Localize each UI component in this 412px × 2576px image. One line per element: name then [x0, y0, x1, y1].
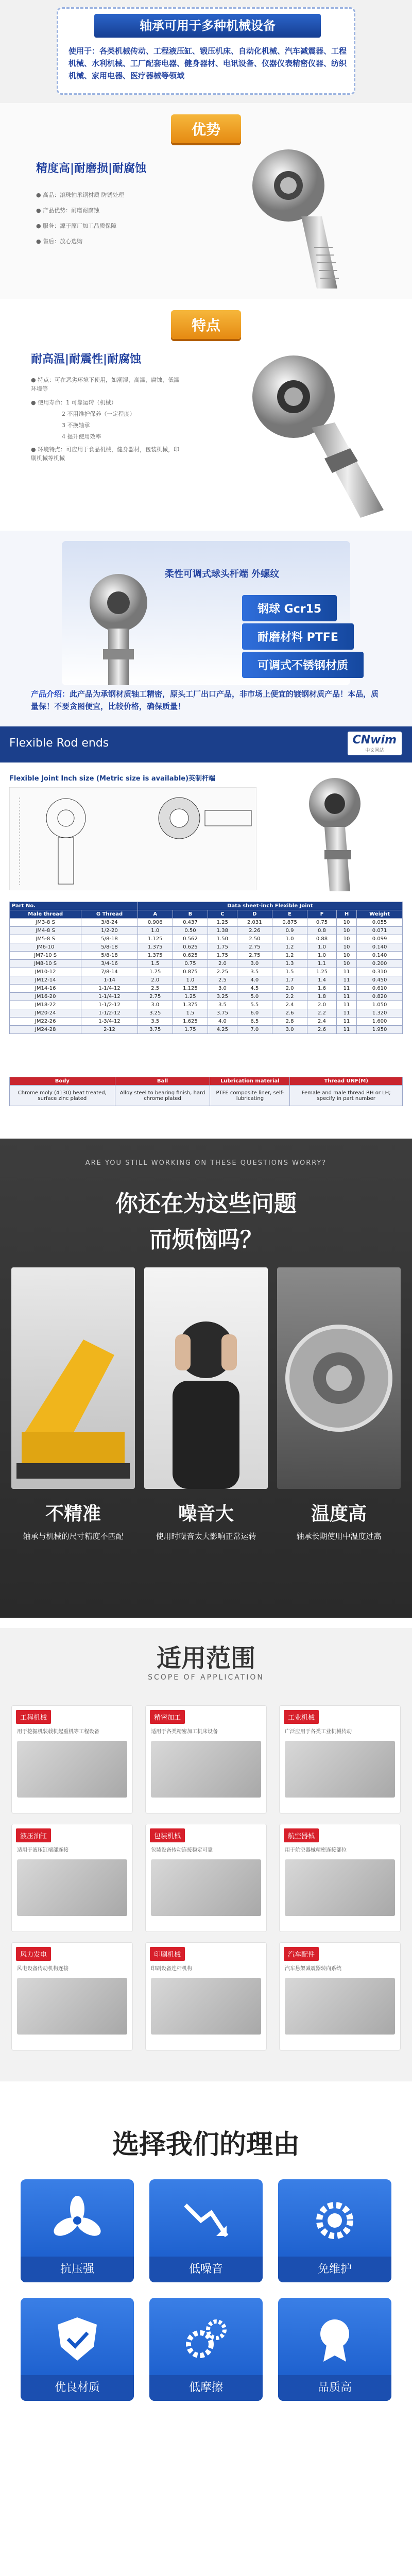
advantages-list — [36, 191, 191, 252]
column-header: B — [173, 910, 208, 919]
scope-card-title: 包装机械 — [150, 1828, 185, 1842]
table-cell: 1.950 — [357, 1026, 403, 1034]
chart-down-icon — [180, 2195, 232, 2246]
reason-card — [149, 2298, 263, 2401]
table-cell: 0.625 — [173, 943, 208, 952]
table-cell: JM20-24 — [10, 1009, 81, 1018]
scope-card-title: 工程机械 — [16, 1710, 51, 1724]
table-cell: 5/8-18 — [81, 952, 138, 960]
scope-card — [11, 1824, 133, 1932]
column-header: C — [208, 910, 237, 919]
table-cell: 1.375 — [138, 943, 173, 952]
list-item: ● 环境特点：可应用于食品机械，健身器材，包装机械，印刷机械等机械 — [31, 446, 180, 462]
table-cell: 1.1 — [307, 960, 337, 968]
table-row — [10, 943, 403, 952]
table-cell: 0.625 — [173, 952, 208, 960]
list-item: ● 高品：滚珠轴承钢材质 防锈处理 — [36, 192, 124, 198]
table-cell: JM18-22 — [10, 1001, 81, 1009]
problem-item: 不精准 轴承与机械的尺寸精度不匹配 — [23, 1503, 124, 1541]
table-cell: JM5-8 S — [10, 935, 81, 943]
table-cell: 1.375 — [138, 952, 173, 960]
scope-card — [145, 1705, 267, 1814]
scope-card-desc: 用于航空器械精密连接部位 — [285, 1848, 347, 1853]
table-cell: 1.4 — [307, 976, 337, 985]
table-cell: 4.5 — [237, 985, 272, 993]
table-cell: 1.5 — [173, 1009, 208, 1018]
column-header: G Thread — [81, 910, 138, 919]
table-cell: 1.375 — [173, 1001, 208, 1009]
scope-card-title: 风力发电 — [16, 1947, 51, 1961]
table-cell: 1.7 — [272, 976, 307, 985]
scope-card-desc: 汽车悬架减震器转向系统 — [285, 1966, 341, 1972]
table-cell: 11 — [336, 1001, 356, 1009]
table-row — [10, 1018, 403, 1026]
scope-card-desc: 适用于液压缸端部连接 — [17, 1848, 68, 1853]
shield-icon — [52, 2313, 103, 2365]
scope-card-desc: 印刷设备连杆机构 — [151, 1966, 192, 1972]
material-text: Chrome moly (4130) heat treated, surface zinc plated — [10, 1086, 115, 1106]
table-cell: 1/2-20 — [81, 927, 138, 935]
scope-card — [279, 1824, 401, 1932]
table-cell: 0.875 — [272, 919, 307, 927]
table-cell: 1.75 — [173, 1026, 208, 1034]
column-header: F — [307, 910, 337, 919]
table-cell: 0.88 — [307, 935, 337, 943]
table-cell: 1-1/4-12 — [81, 993, 138, 1001]
table-cell: JM7-10 S — [10, 952, 81, 960]
table-cell: 3/4-16 — [81, 960, 138, 968]
list-item: 2 不用维护保养（一定程度） — [62, 411, 135, 417]
table-cell: 0.906 — [138, 919, 173, 927]
table-cell: 3.0 — [272, 1026, 307, 1034]
rod-end-photo — [273, 773, 391, 896]
scope-card — [11, 1705, 133, 1814]
scope-section — [0, 1628, 412, 2081]
table-cell: 1.625 — [173, 1018, 208, 1026]
product-chip-material: 耐磨材料 PTFE — [242, 623, 354, 650]
table-cell: 3.75 — [138, 1026, 173, 1034]
advantages-tags: 精度高|耐磨损|耐腐蚀 — [36, 162, 147, 175]
table-cell: 3.0 — [237, 960, 272, 968]
table-row — [10, 968, 403, 976]
table-cell: JM14-16 — [10, 985, 81, 993]
list-item: ● 售后：放心选购 — [36, 238, 83, 245]
table-row — [10, 1001, 403, 1009]
table-cell: JM24-28 — [10, 1026, 81, 1034]
table-cell: 1-3/4-12 — [81, 1018, 138, 1026]
table-cell: 0.071 — [357, 927, 403, 935]
problem-image-person — [144, 1267, 268, 1489]
table-cell: 3.5 — [208, 1001, 237, 1009]
table-cell: 5.0 — [237, 993, 272, 1001]
reason-label: 优良材质 — [21, 2375, 134, 2401]
table-cell: 11 — [336, 968, 356, 976]
scope-card — [279, 1942, 401, 2050]
table-cell: 2.25 — [208, 968, 237, 976]
problems-section — [0, 1139, 412, 1618]
table-cell: 5/8-18 — [81, 935, 138, 943]
reason-label: 品质高 — [278, 2375, 391, 2401]
column-header: H — [336, 910, 356, 919]
table-cell: 1-14 — [81, 976, 138, 985]
rod-end-image — [232, 144, 366, 299]
reasons-title: 选择我们的理由 — [112, 2129, 300, 2160]
table-cell: 1.38 — [208, 927, 237, 935]
reason-card — [278, 2179, 391, 2282]
reason-card — [278, 2298, 391, 2401]
table-cell: 1.75 — [138, 968, 173, 976]
table-cell: 1.0 — [173, 976, 208, 985]
table-cell: 0.140 — [357, 943, 403, 952]
table-cell: 2.031 — [237, 919, 272, 927]
table-cell: 10 — [336, 952, 356, 960]
list-item: ● 特点：可在恶劣环境下使用，如潮湿，高温，腐蚀，低温环境等 — [31, 377, 180, 392]
table-cell: 1.0 — [272, 935, 307, 943]
scope-card-image — [151, 1741, 261, 1798]
intro-section — [0, 0, 412, 103]
advantages-title: 优势 — [171, 114, 241, 143]
table-cell: 2.5 — [138, 985, 173, 993]
table-row — [10, 993, 403, 1001]
list-item: ● 服务：源于原厂加工品质保障 — [36, 223, 117, 229]
table-cell: 10 — [336, 960, 356, 968]
scope-card — [279, 1705, 401, 1814]
table-cell: 1.125 — [138, 935, 173, 943]
datasheet-section — [0, 726, 412, 1139]
table-cell: 1.75 — [208, 943, 237, 952]
table-cell: 10 — [336, 927, 356, 935]
scope-card-title: 液压油缸 — [16, 1828, 51, 1842]
scope-card-image — [17, 1741, 127, 1798]
table-cell: 4.0 — [208, 1018, 237, 1026]
table-cell: 0.50 — [173, 927, 208, 935]
features-list — [31, 376, 180, 463]
material-head: Body — [10, 1077, 115, 1086]
material-table — [9, 1077, 403, 1106]
scope-card-desc: 用于挖掘机装载机起重机等工程设备 — [17, 1729, 99, 1735]
problems-title-2: 而烦恼吗？ — [149, 1227, 263, 1253]
table-cell: 2.4 — [272, 1001, 307, 1009]
reason-label: 低噪音 — [149, 2257, 263, 2282]
table-cell: 7.0 — [237, 1026, 272, 1034]
gear-icon — [309, 2195, 360, 2246]
list-item: 4 提升使用效率 — [62, 433, 101, 440]
table-row — [10, 927, 403, 935]
table-cell: 6.0 — [237, 1009, 272, 1018]
datasheet-title: Flexible Rod ends — [9, 737, 109, 750]
table-cell: 1.320 — [357, 1009, 403, 1018]
intro-frame — [57, 7, 355, 95]
fan-icon — [52, 2195, 103, 2246]
list-item: 3 不换轴承 — [62, 422, 90, 429]
material-head: Lubrication material — [210, 1077, 290, 1086]
table-cell: 2.2 — [307, 1009, 337, 1018]
table-cell: 1.8 — [307, 993, 337, 1001]
product-image — [72, 567, 175, 685]
scope-card-image — [285, 1859, 395, 1916]
table-cell: JM6-10 — [10, 943, 81, 952]
column-header: Male thread — [10, 910, 81, 919]
table-cell: 7/8-14 — [81, 968, 138, 976]
table-row — [10, 919, 403, 927]
table-row — [10, 1026, 403, 1034]
table-cell: 2.6 — [307, 1026, 337, 1034]
scope-card-title: 印刷机械 — [150, 1947, 185, 1961]
table-cell: 1.25 — [173, 993, 208, 1001]
table-cell: 0.310 — [357, 968, 403, 976]
scope-card-title: 航空器械 — [284, 1828, 319, 1842]
table-cell: 11 — [336, 985, 356, 993]
product-title: 柔性可调式球头杆端 外螺纹 — [165, 569, 280, 580]
table-cell: 2.75 — [237, 952, 272, 960]
table-cell: 2.0 — [208, 960, 237, 968]
scope-card-image — [151, 1978, 261, 2035]
problem-item: 温度高 轴承长期使用中温度过高 — [296, 1503, 382, 1541]
table-cell: 11 — [336, 993, 356, 1001]
table-cell: 1.25 — [208, 919, 237, 927]
datasheet-subtitle: Flexible Joint Inch size (Metric size is available)英制杆端 — [9, 775, 216, 783]
table-row — [10, 952, 403, 960]
table-cell: 5/8-18 — [81, 943, 138, 952]
problem-image-bearing — [277, 1267, 401, 1489]
product-intro-text: 此产品为承钢材质轴工精密，原头工厂出口产品，非市场上便宜的镀钢材质产品！本品，质量保！不要贪图便宜，比较价格，确保质量！ — [31, 689, 379, 711]
table-cell: 1.2 — [272, 943, 307, 952]
table-cell: 2.75 — [138, 993, 173, 1001]
table-row — [10, 960, 403, 968]
table-cell: 10 — [336, 943, 356, 952]
table-cell: 1.25 — [307, 968, 337, 976]
table-cell: 2.2 — [272, 993, 307, 1001]
table-cell: 4.25 — [208, 1026, 237, 1034]
features-title: 特点 — [171, 310, 241, 339]
table-cell: 1.6 — [307, 985, 337, 993]
scope-card — [145, 1824, 267, 1932]
scope-card-title: 工业机械 — [284, 1710, 319, 1724]
table-cell: 1.3 — [272, 960, 307, 968]
table-cell: 11 — [336, 1009, 356, 1018]
table-cell: 2.0 — [138, 976, 173, 985]
table-cell: 3.25 — [208, 993, 237, 1001]
table-cell: JM10-12 — [10, 968, 81, 976]
table-cell: 0.75 — [307, 919, 337, 927]
table-cell: 0.820 — [357, 993, 403, 1001]
table-cell: 1.5 — [138, 960, 173, 968]
table-cell: 0.562 — [173, 935, 208, 943]
table-cell: JM4-8 S — [10, 927, 81, 935]
table-cell: 1.2 — [272, 952, 307, 960]
table-cell: 1.125 — [173, 985, 208, 993]
scope-card-image — [17, 1978, 127, 2035]
table-cell: JM22-26 — [10, 1018, 81, 1026]
table-row — [10, 935, 403, 943]
table-cell: 3.5 — [138, 1018, 173, 1026]
table-cell: 3.75 — [208, 1009, 237, 1018]
problems-eyebrow: ARE YOU STILL WORKING ON THESE QUESTIONS WORRY? — [85, 1159, 327, 1167]
scope-subtitle: SCOPE OF APPLICATION — [148, 1673, 264, 1682]
material-text: Alloy steel to bearing finish, hard chrome plated — [115, 1086, 210, 1106]
product-chip-steel: 可调式不锈钢材质 — [242, 652, 364, 678]
table-cell: 2-12 — [81, 1026, 138, 1034]
table-cell: 5.5 — [237, 1001, 272, 1009]
problem-image-excavator — [11, 1267, 135, 1489]
scope-card-image — [17, 1859, 127, 1916]
brand-logo: CNwim 中文网站 — [348, 732, 402, 755]
table-row — [10, 985, 403, 993]
scope-card — [145, 1942, 267, 2050]
table-cell: 2.5 — [208, 976, 237, 985]
part-label: Part No. — [10, 902, 138, 910]
advantages-section — [0, 103, 412, 299]
table-cell: 0.140 — [357, 952, 403, 960]
table-cell: 11 — [336, 1018, 356, 1026]
scope-card-desc: 风电设备传动机构连接 — [17, 1966, 68, 1972]
table-row — [10, 1009, 403, 1018]
table-cell: 3/8-24 — [81, 919, 138, 927]
table-cell: 1.0 — [307, 952, 337, 960]
column-header: E — [272, 910, 307, 919]
list-item: ● 产品优势：耐磨耐腐蚀 — [36, 207, 100, 214]
scope-card — [11, 1942, 133, 2050]
material-head: Ball — [115, 1077, 210, 1086]
table-cell: 10 — [336, 935, 356, 943]
product-intro — [31, 688, 381, 713]
scope-card-image — [151, 1859, 261, 1916]
table-cell: 2.6 — [272, 1009, 307, 1018]
table-cell: 2.8 — [272, 1018, 307, 1026]
reason-label: 免维护 — [278, 2257, 391, 2282]
table-cell: 4.0 — [237, 976, 272, 985]
table-cell: 0.8 — [307, 927, 337, 935]
table-cell: 0.9 — [272, 927, 307, 935]
scope-card-desc: 包装设备传动连接稳定可靠 — [151, 1848, 213, 1853]
table-cell: 0.099 — [357, 935, 403, 943]
features-section — [0, 299, 412, 526]
table-cell: 2.4 — [307, 1018, 337, 1026]
table-cell: 0.610 — [357, 985, 403, 993]
scope-card-image — [285, 1741, 395, 1798]
intro-heading: 轴承可用于多种机械设备 — [94, 14, 321, 38]
table-cell: 1.50 — [208, 935, 237, 943]
scope-card-desc: 适用于各类精密加工机床设备 — [151, 1729, 218, 1735]
table-cell: JM3-8 S — [10, 919, 81, 927]
table-cell: JM12-14 — [10, 976, 81, 985]
table-cell: 1.0 — [307, 943, 337, 952]
table-cell: 6.5 — [237, 1018, 272, 1026]
table-cell: JM8-10 S — [10, 960, 81, 968]
material-head: Thread UNF(M) — [290, 1077, 403, 1086]
table-cell: 1-1/2-12 — [81, 1009, 138, 1018]
table-cell: 1-1/4-12 — [81, 985, 138, 993]
table-cell: 0.200 — [357, 960, 403, 968]
column-header: A — [138, 910, 173, 919]
material-text: Female and male thread RH or LH; specify in part number — [290, 1086, 403, 1106]
scope-card-title: 汽车配件 — [284, 1947, 319, 1961]
table-cell: 3.0 — [138, 1001, 173, 1009]
column-header: D — [237, 910, 272, 919]
product-intro-label: 产品介绍： — [31, 689, 70, 699]
column-header: Weight — [357, 910, 403, 919]
reasons-section — [0, 2092, 412, 2576]
table-cell: 3.0 — [208, 985, 237, 993]
table-cell: 2.26 — [237, 927, 272, 935]
technical-drawing — [9, 787, 256, 890]
scope-card-title: 精密加工 — [150, 1710, 185, 1724]
features-tags: 耐高温|耐震性|耐腐蚀 — [31, 353, 142, 366]
product-chip-ball: 钢球 Gcr15 — [242, 595, 337, 621]
table-cell: 11 — [336, 976, 356, 985]
table-cell: 1.0 — [138, 927, 173, 935]
table-cell: 2.0 — [307, 1001, 337, 1009]
problems-title-1: 你还在为这些问题 — [115, 1191, 297, 1217]
scope-card-desc: 广泛应用于各类工业机械传动 — [285, 1729, 352, 1735]
table-cell: 0.75 — [173, 960, 208, 968]
table-cell: 3.5 — [237, 968, 272, 976]
gears-icon — [180, 2313, 232, 2365]
table-cell: 0.875 — [173, 968, 208, 976]
table-cell: 1-1/2-12 — [81, 1001, 138, 1009]
reason-label: 抗压强 — [21, 2257, 134, 2282]
table-cell: 2.75 — [237, 943, 272, 952]
badge-icon — [309, 2313, 360, 2365]
material-text: PTFE composite liner, self-lubricating — [210, 1086, 290, 1106]
table-cell: 0.437 — [173, 919, 208, 927]
intro-usage: 使用于：各类机械传动、工程液压缸、锻压机床、自动化机械、汽车减震器、工程机械、水利机械、工厂配套电器、健身器材、电讯设备、仪器仪表精密仪器、纺织机械、家用电器、医疗器械等领域 — [68, 46, 347, 80]
table-cell: 1.75 — [208, 952, 237, 960]
list-item: ● 使用寿命：1 可靠运转（机械） — [31, 399, 117, 406]
scope-title: 适用范围 — [156, 1644, 255, 1673]
spec-table — [9, 902, 403, 1034]
table-cell: 1.050 — [357, 1001, 403, 1009]
product-section — [0, 531, 412, 726]
reason-label: 低摩擦 — [149, 2375, 263, 2401]
datasheet-header — [0, 726, 412, 762]
table-cell: 10 — [336, 919, 356, 927]
table-cell: JM16-20 — [10, 993, 81, 1001]
table-cell: 3.25 — [138, 1009, 173, 1018]
table-cell: 11 — [336, 1026, 356, 1034]
table-cell: 2.0 — [272, 985, 307, 993]
table-cell: 2.50 — [237, 935, 272, 943]
table-cell: 1.5 — [272, 968, 307, 976]
table-cell: 0.450 — [357, 976, 403, 985]
sheet-label: Data sheet-inch Flexible Joint — [138, 902, 402, 910]
reason-card — [149, 2179, 263, 2282]
table-row — [10, 976, 403, 985]
table-cell: 1.600 — [357, 1018, 403, 1026]
scope-card-image — [285, 1978, 395, 2035]
reason-card — [21, 2298, 134, 2401]
rod-end-image — [206, 340, 391, 526]
problem-item: 噪音大 使用时噪音太大影响正常运转 — [156, 1503, 256, 1541]
table-cell: 0.055 — [357, 919, 403, 927]
reason-card — [21, 2179, 134, 2282]
